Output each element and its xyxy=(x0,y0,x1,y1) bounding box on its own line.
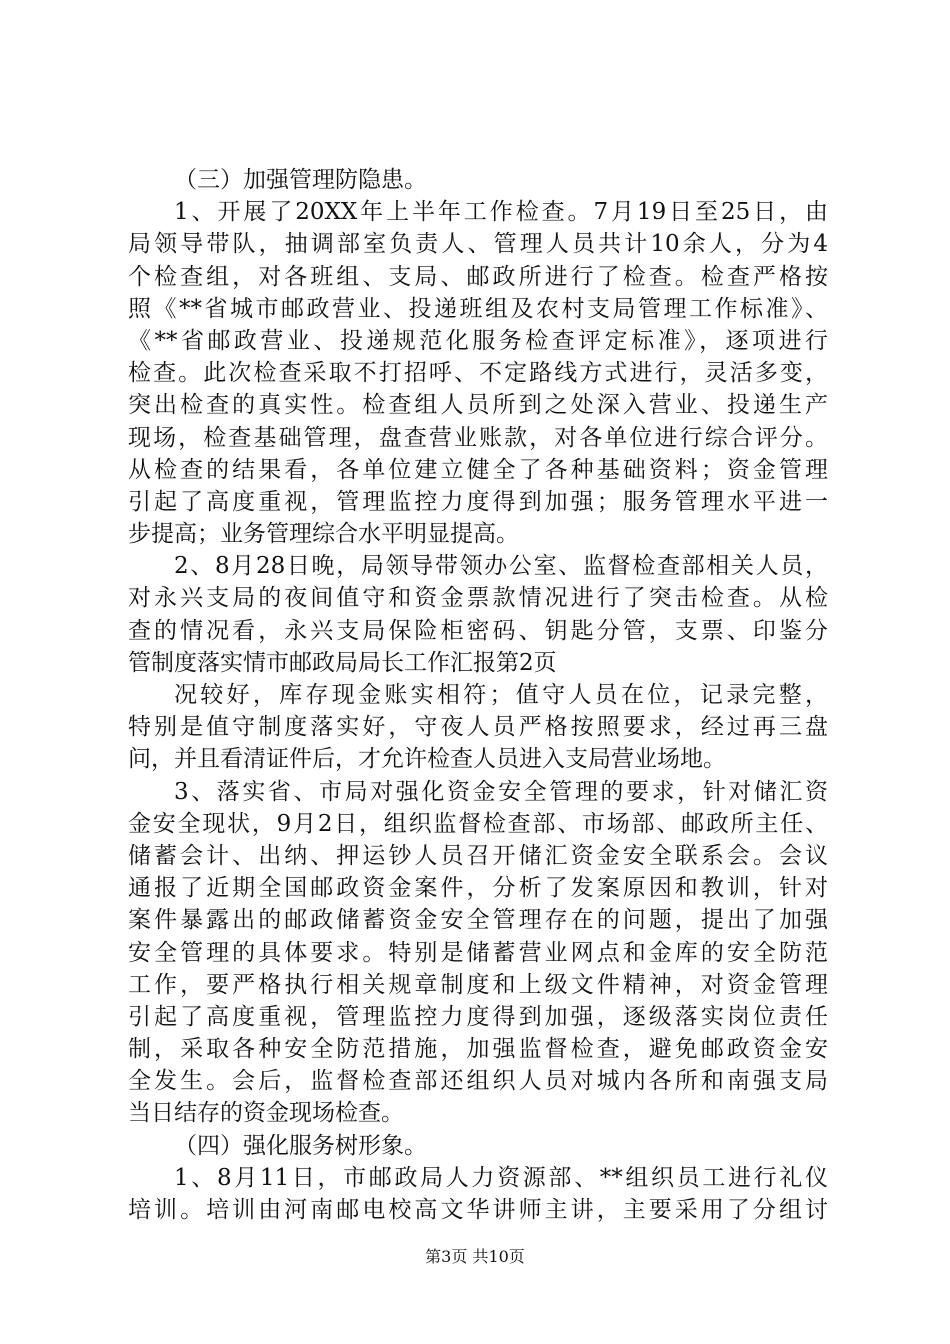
paragraph-line: 对永兴支局的夜间值守和资金票款情况进行了突击检查。从检 xyxy=(128,585,828,612)
paragraph-first-line: 2、8月28日晚，局领导带领办公室、监督检查部相关人员， xyxy=(174,553,828,580)
paragraph-first-line: 1、8月11日，市邮政局人力资源部、**组织员工进行礼仪 xyxy=(174,1164,828,1191)
paragraph-line: 从检查的结果看，各单位建立健全了各种基础资料；资金管理 xyxy=(128,456,828,483)
paragraph-line: 储蓄会计、出纳、押运钞人员召开储汇资金安全联系会。会议 xyxy=(128,842,828,869)
paragraph-last-line: 管制度落实情市邮政局局长工作汇报第2页 xyxy=(128,649,557,676)
paragraph-line: 通报了近期全国邮政资金案件，分析了发案原因和教训，针对 xyxy=(128,875,828,902)
paragraph-line: 工作，要严格执行相关规章制度和上级文件精神，对资金管理 xyxy=(128,971,828,998)
paragraph-first-line: 3、落实省、市局对强化资金安全管理的要求，针对储汇资 xyxy=(174,778,828,805)
paragraph-line: 照《**省城市邮政营业、投递班组及农村支局管理工作标准》、 xyxy=(128,295,828,322)
paragraph-last-line: 步提高；业务管理综合水平明显提高。 xyxy=(128,521,519,548)
paragraph-line: 引起了高度重视，管理监控力度得到加强；服务管理水平进一 xyxy=(128,488,828,515)
paragraph-line: 个检查组，对各班组、支局、邮政所进行了检查。检查严格按 xyxy=(128,263,828,290)
paragraph-line: 查的情况看，永兴支局保险柜密码、钥匙分管，支票、印鉴分 xyxy=(128,617,828,644)
paragraph-line: 特别是值守制度落实好，守夜人员严格按照要求，经过再三盘 xyxy=(128,714,828,741)
paragraph-line: 《**省邮政营业、投递规范化服务检查评定标准》，逐项进行 xyxy=(128,327,828,354)
paragraph-line: 引起了高度重视，管理监控力度得到加强，逐级落实岗位责任 xyxy=(128,1003,828,1030)
paragraph-line: 现场，检查基础管理，盘查营业账款，对各单位进行综合评分。 xyxy=(128,424,828,451)
paragraph-line: 安全管理的具体要求。特别是储蓄营业网点和金库的安全防范 xyxy=(128,939,828,966)
paragraph-line: 案件暴露出的邮政储蓄资金安全管理存在的问题，提出了加强 xyxy=(128,907,828,934)
paragraph-first-line: 况较好，库存现金账实相符；值守人员在位，记录完整， xyxy=(174,682,828,708)
paragraph-line: 金安全现状，9月2日，组织监督检查部、市场部、邮政所主任、 xyxy=(128,810,828,837)
paragraph-first-line: 1、开展了20XX年上半年工作检查。7月19日至25日，由 xyxy=(174,199,828,226)
paragraph-line: 制，采取各种安全防范措施，加强监督检查，避免邮政资金安 xyxy=(128,1036,828,1063)
document-body xyxy=(128,164,828,1226)
paragraph-line: 培训。培训由河南邮电校高文华讲师主讲，主要采用了分组讨 xyxy=(128,1197,828,1223)
paragraph-last-line: 问，并且看清证件后，才允许检查人员进入支局营业场地。 xyxy=(128,746,726,773)
paragraph-last-line: 当日结存的资金现场检查。 xyxy=(128,1100,404,1127)
paragraph-line: 全发生。会后，监督检查部还组织人员对城内各所和南强支局 xyxy=(128,1068,828,1095)
page-footer: 第3页 共10页 xyxy=(425,1247,525,1266)
paragraph-line: 局领导带队，抽调部室负责人、管理人员共计10余人，分为4 xyxy=(128,231,828,258)
section-heading: （四）强化服务树形象。 xyxy=(174,1132,427,1159)
paragraph-line: 检查。此次检查采取不打招呼、不定路线方式进行，灵活多变， xyxy=(128,360,828,387)
section-heading: （三）加强管理防隐患。 xyxy=(174,167,427,193)
paragraph-line: 突出检查的真实性。检查组人员所到之处深入营业、投递生产 xyxy=(128,392,828,419)
